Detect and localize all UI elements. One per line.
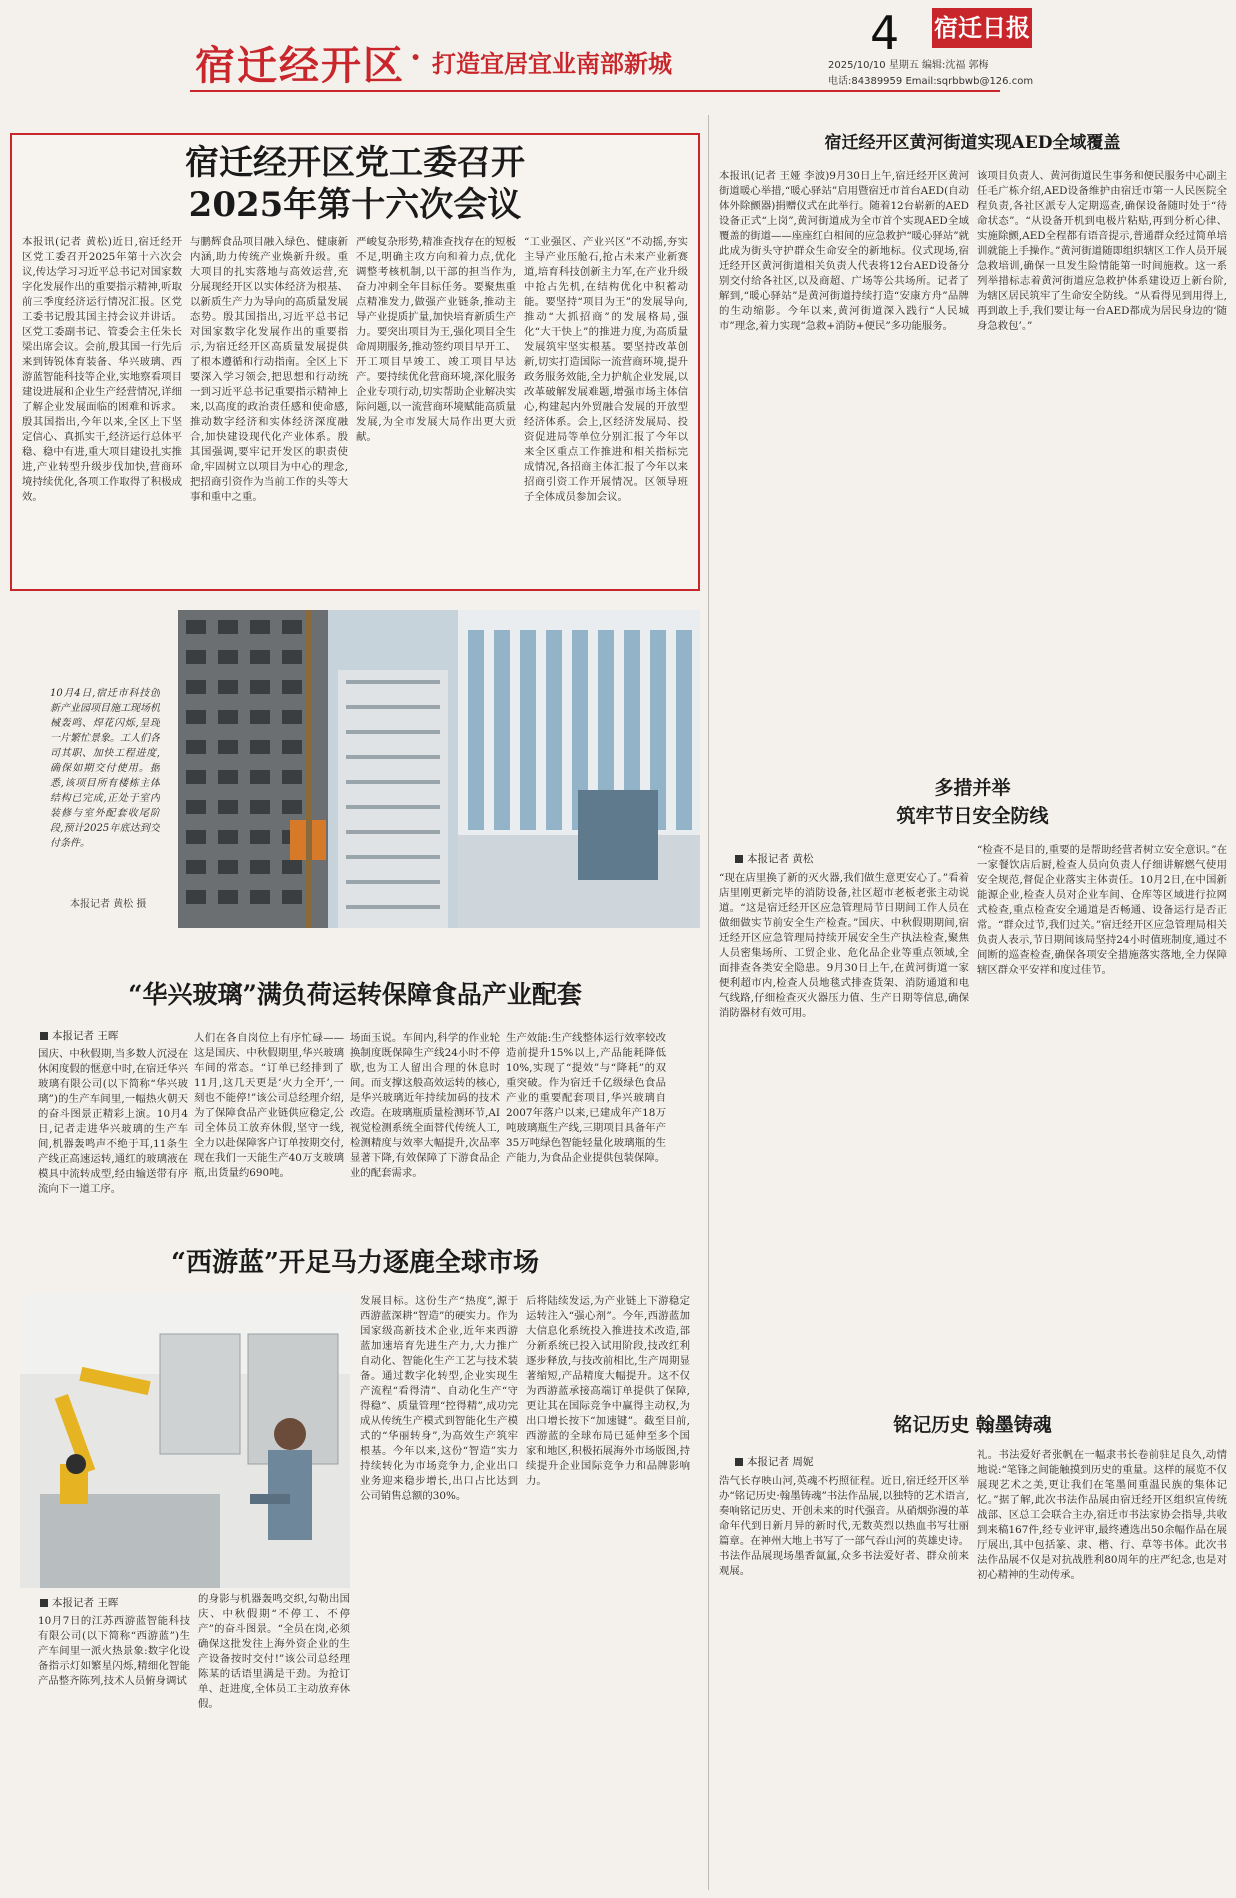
calligraphy-column-2: 礼。书法爱好者张帆在一幅隶书长卷前驻足良久,动情地说:“笔锋之间能触摸到历史的重量。这样的展览不仅展现艺术之美,更让我们在笔墨间重温民族的集体记忆。”据了解,此次书法作品展由宿迁经开区组织宣传统战部、区总工会联合主办,宿迁市书法家协会指导,共收到来稿167件,经专业评审,最终遴选出50余幅作品在展厅展出,其中包括篆、隶、楷、行、草等书体。此次书法作品展不仅是对抗战胜利80周年的庄严纪念,也是对初心精神的生动传承。 <box>977 1449 1227 1581</box>
xiyoulan-byline-text: 本报记者 王晖 <box>52 1597 119 1609</box>
lead-column-3: 严峻复杂形势,精准查找存在的短板不足,明确主攻方向和着力点,优化调整考核机制,以干部的担当作为,奋力冲刺全年目标任务。要聚焦重点精准发力,做强产业链条,推动主导产业提质扩量,加快培育新质生产力。要突出项目为王,强化项目全生命周期服务,推动签约项目早开工、开工项目早竣工、竣工项目早达产。要持续优化营商环境,深化服务企业专项行动,切实帮助企业解决实际问题,以一流营商环境赋能高质量发展,为全市发展大局作出更大贡献。 <box>356 236 516 443</box>
contact-line: 电话:84389959 Email:sqrbbwb@126.com <box>828 76 1034 87</box>
byline-marker <box>40 1032 48 1040</box>
xiyoulan-headline: “西游蓝”开足马力逐鹿全球市场 <box>171 1248 539 1278</box>
factory-photo <box>20 1294 350 1588</box>
masthead <box>0 0 1236 110</box>
xiyoulan-column-2: 发展目标。这份生产“热度”,源于西游蓝深耕“智造”的硬实力。作为国家级高新技术企业,近年来西游蓝加速培育先进生产力,大力推广自动化、智能化生产工艺与技术装备。通过数字化转型,企业实现生产流程“看得清”、自动化生产“守得稳”、质量管理“控得精”,成功完成从传统生产模式到智能化生产模式的“华丽转身”,为高效生产筑牢根基。今年以来,这份“智造”实力持续转化为市场竞争力,企业出口业务迎来稳步增长,出口占比达到公司销售总额的30%。 <box>360 1295 518 1502</box>
huaxing-column-1: 国庆、中秋假期,当多数人沉浸在休闲度假的惬意中时,在宿迁华兴玻璃有限公司(以下简称“华兴玻璃”)的生产车间里,一幅热火朝天的奋斗图景正精彩上演。10月4日,记者走进华兴玻璃的生产车间,机器轰鸣声不绝于耳,11条生产线正高速运转,通红的玻璃液在模具中流转成型,经由输送带有序流向下一道工序。 <box>38 1048 188 1195</box>
byline-marker <box>735 1458 743 1466</box>
huaxing-article <box>10 965 700 1225</box>
section-slogan: 打造宜居宜业南部新城 <box>432 49 672 78</box>
xiyoulan-column-3: 后将陆续发运,为产业链上下游稳定运转注入“强心剂”。今年,西游蓝加大信息化系统投入推进技术改造,部分新系统已投入试用阶段,技改红利逐步释放,与技改前相比,生产周期显著缩短,产品精度大幅提升。这不仅为西游蓝承接高端订单提供了保障,更让其在国际竞争中赢得主动权,为出口增长按下“加速键”。截至目前,西游蓝的全球布局已延伸至多个国家和地区,积极拓展海外市场版图,持续提升企业国际竞争力和品牌影响力。 <box>526 1295 690 1487</box>
lead-column-1: 本报讯(记者 黄松)近日,宿迁经开区党工委召开2025年第十六次会议,传达学习习近平总书记对国家数字化发展作出的重要指示精神,听取前三季度经济运行情况汇报。区党工委书记殷其国主持会议并讲话。区党工委副书记、管委会主任朱长梁出席会议。会前,殷其国一行先后来到铸锐体育装备、华兴玻璃、西游蓝智能科技等企业,实地察看项目建设进展和企业生产经营情况,详细了解企业发展面临的困难和诉求。殷其国指出,今年以来,全区上下坚定信心、真抓实干,经济运行总体平稳、稳中有进,重大项目建设扎实推进,产业转型升级步伐加快,营商环境持续优化,各项工作取得了积极成效。 <box>22 236 182 503</box>
huaxing-column-4: 生产效能:生产线整体运行效率较改造前提升15%以上,产品能耗降低10%,实现了“提效”与“降耗”的双重突破。作为宿迁千亿级绿色食品产业的重要配套项目,华兴玻璃自2007年落户以来,已建成年产18万吨玻璃瓶生产线,三期项目具备年产35万吨绿色智能轻量化玻璃瓶的生产能力,为食品企业提供包装保障。 <box>506 1032 666 1164</box>
section-separator: · <box>410 38 422 76</box>
safety-byline <box>735 851 813 866</box>
date-line: 2025/10/10 星期五 编辑:沈福 郭梅 <box>828 60 989 71</box>
byline-marker <box>40 1599 48 1607</box>
byline-marker <box>735 855 743 863</box>
aed-column-2: 该项目负责人、黄河街道民生事务和便民服务中心副主任毛广栋介绍,AED设备维护由宿迁市第一人民医院全程负责,各社区派专人定期巡查,确保设备随时处于“待命状态”。“从设备开机到电极片粘贴,再到分析心律、实施除颤,AED全程都有语音提示,普通群众经过简单培训就能上手操作。”黄河街道随即组织辖区工作人员开展急救培训,确保一旦发生险情能第一时间施救。这一系列举措标志着黄河街道应急救护体系建设迈上新台阶,为辖区居民筑牢了生命安全防线。“从看得见到用得上,再到敢上手,我们要让每一台AED都成为居民身边的‘随身急救包’。” <box>977 170 1227 332</box>
calligraphy-byline-text: 本报记者 周妮 <box>747 1456 814 1468</box>
calligraphy-headline: 铭记历史 翰墨铸魂 <box>893 1414 1052 1436</box>
photo-credit: 本报记者 黄松 摄 <box>70 899 147 910</box>
xiyoulan-lead-text: 10月7日的江苏西游蓝智能科技有限公司(以下简称“西游蓝”)生产车间里一派火热景象:数字化设备指示灯如繁星闪烁,精细化智能产品整齐陈列,技术人员俯身调试 <box>38 1615 190 1687</box>
lead-column-2: 与鹏辉食品项目融入绿色、健康新内涵,助力传统产业焕新升级。重大项目的扎实落地与高效运营,充分展现经开区以实体经济为根基、以新质生产力为导向的高质量发展态势。殷其国指出,习近平总书记对国家数字化发展作出的重要指示,为宿迁经开区高质量发展提供了根本遵循和行动指南。全区上下要深入学习领会,把思想和行动统一到习近平总书记重要指示精神上来,以高度的政治责任感和使命感,推动数字经济和实体经济深度融合,加快建设现代化产业体系。殷其国强调,要牢记开发区的职责使命,牢固树立以项目为中心的理念,把招商引资作为当前工作的头等大事和重中之重。 <box>190 236 348 503</box>
lead-column-4: “工业强区、产业兴区”不动摇,夯实主导产业压舱石,抢占未来产业新赛道,培育科技创新主力军,在产业升级中抢占先机,在结构优化中积蓄动能。要坚持“项目为王”的发展导向,推动“大抓招商”的发展格局,强化“大干快上”的推进力度,为高质量发展筑牢坚实根基。要坚持改革创新,切实打造国际一流营商环境,提升政务服务效能,全力护航企业发展,以改革破解发展难题,增强市场主体信心,构建起内外贸融合发展的开放型经济体系。会上,区经济发展局、投资促进局等单位分别汇报了今年以来全区重点工作推进和相关指标完成情况,各招商主体汇报了今年以来招商引资工作开展情况。区领导班子全体成员参加会议。 <box>524 236 688 503</box>
safety-headline-line2: 筑牢节日安全防线 <box>896 805 1049 827</box>
xiyoulan-column-1: 的身影与机器轰鸣交织,勾勒出国庆、中秋假期“不停工、不停产”的奋斗图景。“全员在岗,必须确保这批发往上海外资企业的生产设备按时交付!”该公司总经理陈某的话语里满是干劲。为抢订单、赶进度,全体员工主动放弃休假。 <box>198 1593 350 1710</box>
safety-byline-text: 本报记者 黄松 <box>747 853 814 865</box>
section-title: 宿迁经开区 <box>195 42 405 89</box>
aed-column-1: 本报讯(记者 王娅 李波)9月30日上午,宿迁经开区黄河街道暖心举措,“暖心驿站”启用暨宿迁市首台AED(自动体外除颤器)捐赠仪式在此举行。随着12台崭新的AED设备正式“上岗”,黄河街道成为全市首个实现AED全域覆盖的街道——座座红白相间的应急救护“暖心驿站”就此成为街头守护群众生命安全的新地标。仪式现场,宿迁经开区黄河街道相关负责人代表将12台AED设备分别交付给各社区,以及商超、广场等公共场所。记者了解到,“暖心驿站”是黄河街道持续打造“安康方舟”品牌的生动缩影。今年以来,黄河街道深入践行“人民城市”理念,着力实现“急救+消防+便民”多功能服务。 <box>719 170 969 332</box>
page-number: 4 <box>870 6 900 60</box>
masthead-red-rule <box>190 90 1000 92</box>
calligraphy-column-1: 浩气长存映山河,英魂不朽照征程。近日,宿迁经开区举办“铭记历史·翰墨铸魂”书法作品展,以独特的艺术语言,奏响铭记历史、开创未来的时代强音。从硝烟弥漫的革命年代到日新月异的新时代,无数英烈以热血书写壮丽篇章。在神州大地上书写了一部气吞山河的英雄史诗。书法作品展现场墨香氤氲,众多书法爱好者、群众前来观展。 <box>719 1475 969 1577</box>
huaxing-byline-text: 本报记者 王晖 <box>52 1030 119 1042</box>
safety-column-2: “检查不是目的,重要的是帮助经营者树立安全意识。”在一家餐饮店后厨,检查人员向负责人仔细讲解燃气使用安全规范,督促企业落实主体责任。10月2日,在中国新能源企业,检查人员对企业车间、仓库等区域进行拉网式检查,重点检查安全通道是否畅通、设备运行是否正常。“群众过节,我们过关。”宿迁经开区应急管理局相关负责人表示,节日期间该局坚持24小时值班制度,通过不间断的巡查检查,确保各项安全措施落实落地,全力保障辖区群众平安祥和度过佳节。 <box>977 844 1227 976</box>
calligraphy-byline <box>735 1454 813 1469</box>
construction-photo <box>178 610 700 928</box>
huaxing-column-2: 人们在各自岗位上有序忙碌——这是国庆、中秋假期里,华兴玻璃车间的常态。“订单已经排到了11月,这几天更是‘火力全开’,一刻也不能停!”该公司总经理介绍,为了保障食品产业链供应稳定,公司全体员工放弃休假,坚守一线,全力以赴保障客户订单按期交付,现在我们一天能生产40万支玻璃瓶,出货量约690吨。 <box>194 1032 344 1179</box>
huaxing-byline <box>40 1028 118 1043</box>
aed-headline: 宿迁经开区黄河街道实现AED全域覆盖 <box>824 133 1121 153</box>
huaxing-headline: “华兴玻璃”满负荷运转保障食品产业配套 <box>128 980 582 1009</box>
photo-caption-block <box>10 610 160 910</box>
aed-article <box>715 125 1230 765</box>
construction-site-illustration <box>178 610 700 928</box>
photo-caption: 10月4日,宿迁市科技创新产业园项目施工现场机械轰鸣、焊花闪烁,呈现一片繁忙景象。工人们各司其职、加快工程进度,确保如期交付使用。据悉,该项目所有楼栋主体结构已完成,正处于室内装修与室外配套收尾阶段,预计2025年底达到交付条件。 <box>50 688 160 849</box>
lead-headline-line2: 2025年第十六次会议 <box>188 185 522 225</box>
factory-robot-illustration <box>20 1294 350 1588</box>
xiyoulan-byline <box>40 1595 118 1610</box>
xiyoulan-article <box>10 1240 700 1890</box>
safety-article <box>715 775 1230 1395</box>
paper-name-logo: 宿迁日报 <box>932 8 1032 48</box>
safety-column-1: “现在店里换了新的灭火器,我们做生意更安心了。”看着店里刚更新完毕的消防设备,社区超市老板老张主动说道。“这是宿迁经开区应急管理局节日期间工作人员在做细做实节前安全生产检查。”国庆、中秋假期期间,宿迁经开区应急管理局持续开展安全生产执法检查,聚焦人员密集场所、工贸企业、危化品企业等重点领域,全面排查各类安全隐患。9月30日上午,在黄河街道一家便利超市内,检查人员地毯式排查货架、消防通道和电气线路,仔细检查灭火器压力值、生产日期等信息,确保消防器材有效可用。 <box>719 872 969 1019</box>
safety-headline-line1: 多措并举 <box>934 777 1011 799</box>
lead-article-box <box>10 133 700 591</box>
huaxing-column-3: 场面玉说。车间内,科学的作业轮换制度既保障生产线24小时不停歇,也为工人留出合理的休息时间。而支撑这般高效运转的核心,是华兴玻璃近年持续加码的技术改造。在玻璃瓶质量检测环节,AI视觉检测系统全面替代传统人工,检测精度与效率大幅提升,次品率显著下降,有效保障了下游食品企业的配套需求。 <box>350 1032 500 1179</box>
lead-headline-line1: 宿迁经开区党工委召开 <box>185 143 525 183</box>
calligraphy-article <box>715 1408 1230 1893</box>
column-divider <box>708 115 709 1890</box>
